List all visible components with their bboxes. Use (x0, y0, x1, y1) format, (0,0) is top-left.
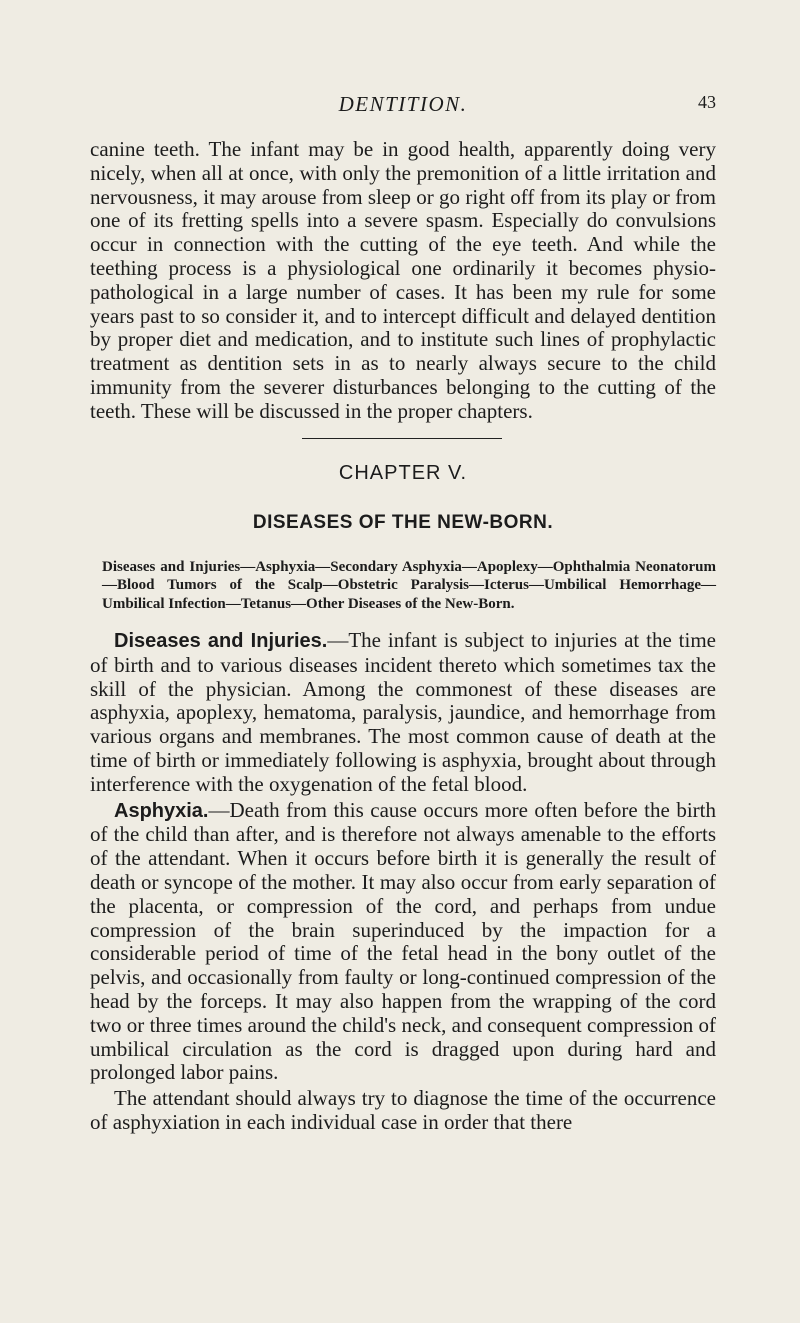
chapter-synopsis: Diseases and Injuries—Asphyxia—Secondary Asphyxia—Apoplexy—Ophthalmia Neonatorum—Blood Tumors of the Scalp—Obstetric Paralysis—Icterus—Umbilical Hemorrhage—Umbilical Infection—Tetanus—Other Diseases of the New-Born. (102, 558, 716, 612)
section-text: —The infant is subject to injuries at the time of birth and to various diseases incident thereto which sometimes tax the skill of the physician. Among the commonest of these diseases are asphyxia, apoplexy, hematoma, paralysis, jaundice, and hemorrhage from various organs and membranes. The most common cause of death at the time of birth or immediately following is asphyxia, brought about through interference with the oxygenation of the fetal blood. (90, 628, 716, 796)
chapter-number: CHAPTER V. (338, 461, 468, 484)
book-page (90, 84, 716, 1135)
section-heading: Diseases and Injuries. (114, 630, 328, 653)
section-text: —Death from this cause occurs more often before the birth of the child than after, and is therefore not always amenable to the efforts of the attendant. When it occurs before birth it is generally the result of death or syncope of the mother. It may also occur from early separation of the placenta, or compression of the cord, and perhaps from undue compression of the brain superinduced by the impaction for a considerable period of time of the fetal head in the bony outlet of the pelvis, and occasionally from faulty or long-continued compression of the head by the forceps. It may also happen from the wrapping of the cord two or three times around the child's neck, and consequent compression of umbilical circulation as the cord is dragged upon during hard and prolonged labor pains. (90, 797, 716, 1085)
section-diseases-and-injuries (90, 629, 716, 797)
section-asphyxia (90, 799, 716, 1086)
closing-paragraph: The attendant should always try to diagnose the time of the occurrence of asphyxiation in each individual case in order that there (90, 1086, 716, 1134)
page-number: 43 (698, 92, 716, 112)
section-heading: Asphyxia. (114, 799, 209, 822)
chapter-divider (302, 438, 502, 439)
running-title: DENTITION. (338, 92, 468, 116)
running-head (90, 84, 716, 122)
opening-paragraph: canine teeth. The infant may be in good health, apparently doing very nicely, when all at once, with only the premonition of a little irritation and nervousness, it may arouse from sleep or go right off from its play or from one of its fretting spells into a severe spasm. Especially do convulsions occur in connection with the cutting of the eye teeth. And while the teething process is a physiological one ordinarily it becomes physio-pathological in a large number of cases. It has been my rule for some years past to so consider it, and to intercept difficult and delayed dentition by proper diet and medication, and to institute such lines of prophylactic treatment as dentition sets in as to nearly always secure to the child immunity from the severer disturbances belonging to the cutting of the teeth. These will be discussed in the proper chapters. (90, 137, 716, 423)
chapter-title: DISEASES OF THE NEW-BORN. (252, 511, 554, 533)
